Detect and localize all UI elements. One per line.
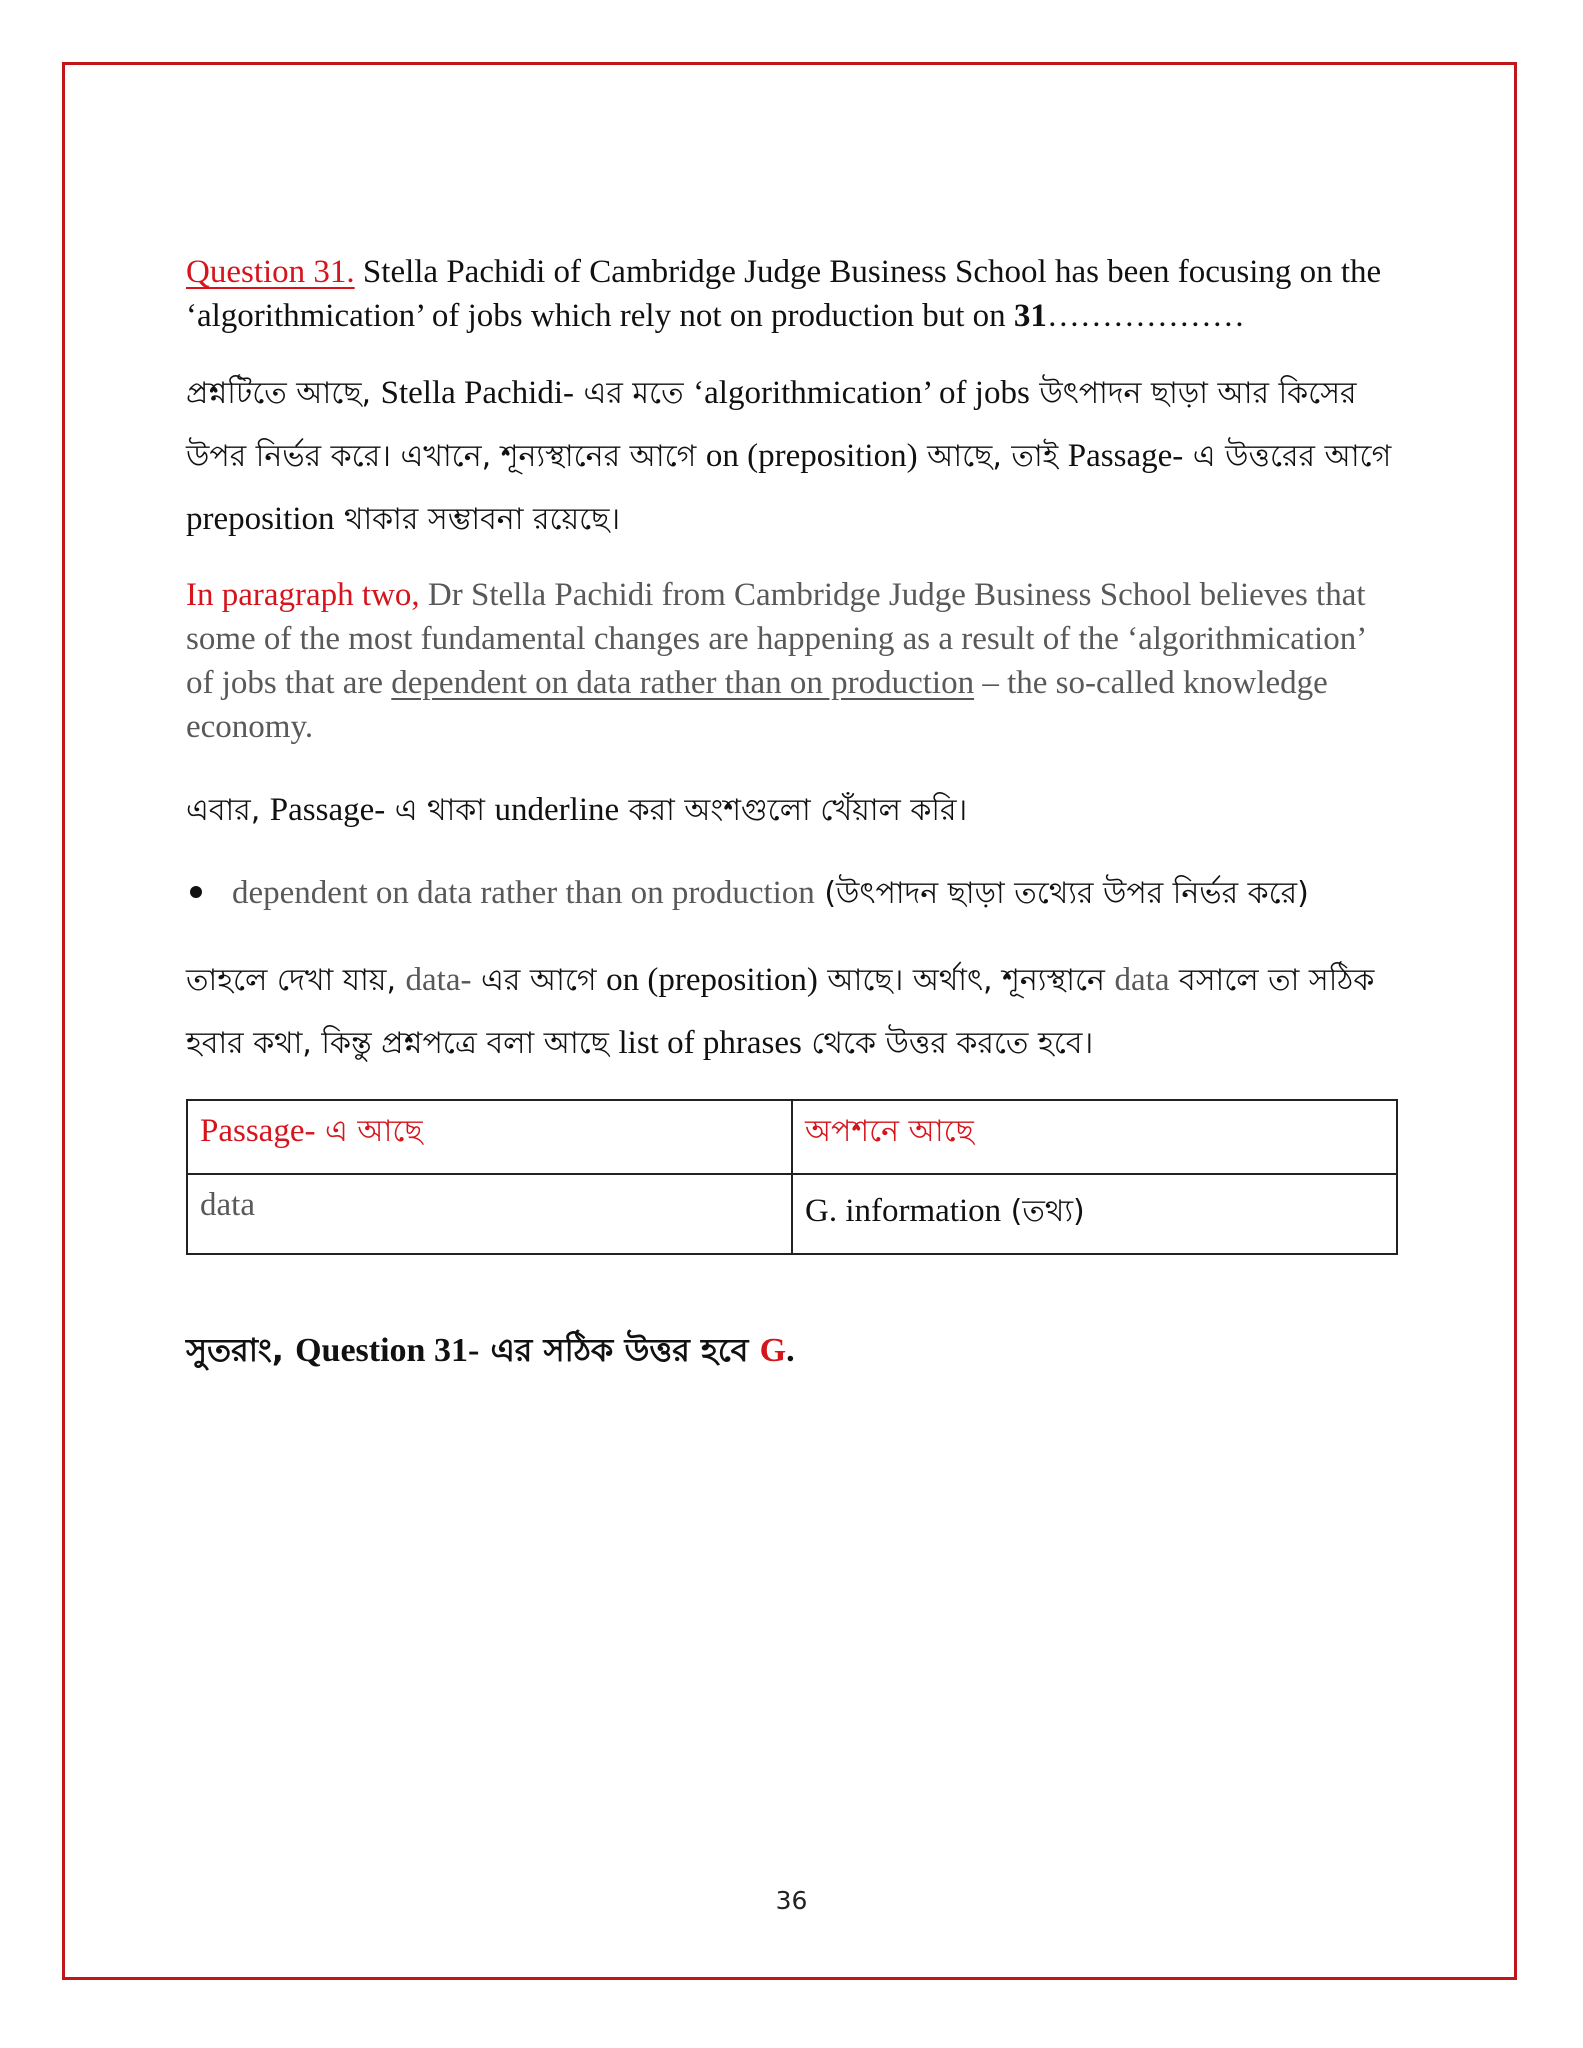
inference-text: থেকে উত্তর করতে হবে। (801, 1026, 1094, 1061)
explanation-text: আছে, তাই (917, 439, 1068, 474)
inference-text: আছে। অর্থাৎ, শূন্যস্থানে (817, 963, 1115, 998)
intro-text: এ থাকা (385, 793, 495, 828)
question-number: 31 (1013, 298, 1047, 334)
question-label: Question 31. (186, 254, 355, 290)
final-answer (186, 1325, 1398, 1376)
table-cell-option (792, 1174, 1397, 1254)
table-header-row (187, 1100, 1397, 1174)
passage-text: – the so-called knowledge economy. (186, 665, 1328, 745)
passage-text: Dr Stella Pachidi from Cambridge Judge Business School believes that some of the most fundamental changes are happening as a result of the ‘algorithmication’ of jobs that are (186, 577, 1366, 701)
explanation-text: প্রশ্নটিতে আছে, (186, 376, 381, 411)
intro-text: Passage- (269, 792, 386, 828)
inference-text: বসালে তা সঠিক হবার কথা, কিন্তু প্রশ্নপত্রে বলা আছে (186, 963, 1375, 1061)
table-cell-passage (187, 1174, 792, 1254)
inference-text: এর আগে (471, 963, 607, 998)
passage-underlined-text: dependent on data rather than on production (391, 665, 975, 701)
inference-text: list of phrases (618, 1025, 802, 1061)
explanation-text: উৎপাদন ছাড়া আর কিসের উপর নির্ভর করে। এখানে, শূন্যস্থানের আগে (186, 376, 1357, 474)
answer-letter: G (759, 1332, 787, 1369)
explanation-text: on (preposition) (705, 438, 918, 474)
comparison-table (186, 1099, 1398, 1255)
page-number: 36 (775, 1886, 808, 1915)
answer-text: Question 31- (295, 1332, 480, 1369)
answer-text: এর সঠিক উত্তর হবে (479, 1331, 760, 1369)
bullet-icon (190, 886, 202, 898)
question-blank: ……………… (1046, 298, 1245, 334)
question-text: Stella Pachidi of Cambridge Judge Business School has been focusing on the ‘algorithmication’ of jobs which rely not on production but on (186, 254, 1382, 334)
header-text: অপশনে আছে (805, 1114, 974, 1149)
table-row (187, 1174, 1397, 1254)
intro-text: এবার, (186, 793, 270, 828)
table-header-passage (187, 1100, 792, 1174)
page-content (186, 250, 1398, 1376)
answer-text: সুতরাং, (186, 1331, 296, 1369)
header-text: এ আছে (315, 1114, 423, 1149)
bullet-item (186, 862, 1398, 925)
answer-text: . (786, 1332, 795, 1369)
inference-text: data- (405, 962, 472, 998)
bullet-text-en: dependent on data rather than on production (232, 875, 815, 911)
cell-text: G. information (805, 1193, 1002, 1229)
explanation-text: থাকার সম্ভাবনা রয়েছে। (334, 502, 621, 537)
underline-intro (186, 779, 1398, 842)
explanation-text: preposition (186, 501, 335, 537)
inference-text: on (preposition) (606, 962, 818, 998)
question-31 (186, 250, 1398, 338)
passage-lead: In paragraph two, (186, 577, 420, 613)
explanation-text: ‘algorithmication’ of jobs (693, 375, 1030, 411)
cell-text: (তথ্য) (1001, 1194, 1085, 1229)
inference-text: তাহলে দেখা যায়, (186, 963, 406, 998)
intro-text: underline (494, 792, 620, 828)
passage-quote (186, 573, 1398, 749)
header-text: Passage- (200, 1113, 316, 1149)
inference-paragraph (186, 949, 1398, 1075)
inference-text: data (1114, 962, 1170, 998)
table-header-options (792, 1100, 1397, 1174)
explanation-text: Stella Pachidi- (380, 375, 574, 411)
explanation-text: এ উত্তরের আগে (1183, 439, 1392, 474)
bullet-text-bn: (উৎপাদন ছাড়া তথ্যের উপর নির্ভর করে) (814, 876, 1309, 911)
intro-text: করা অংশগুলো খেঁয়াল করি। (619, 793, 968, 828)
explanation-text: এর মতে (574, 376, 694, 411)
cell-text: data (200, 1187, 255, 1223)
question-explanation (186, 362, 1398, 551)
explanation-text: Passage- (1067, 438, 1184, 474)
